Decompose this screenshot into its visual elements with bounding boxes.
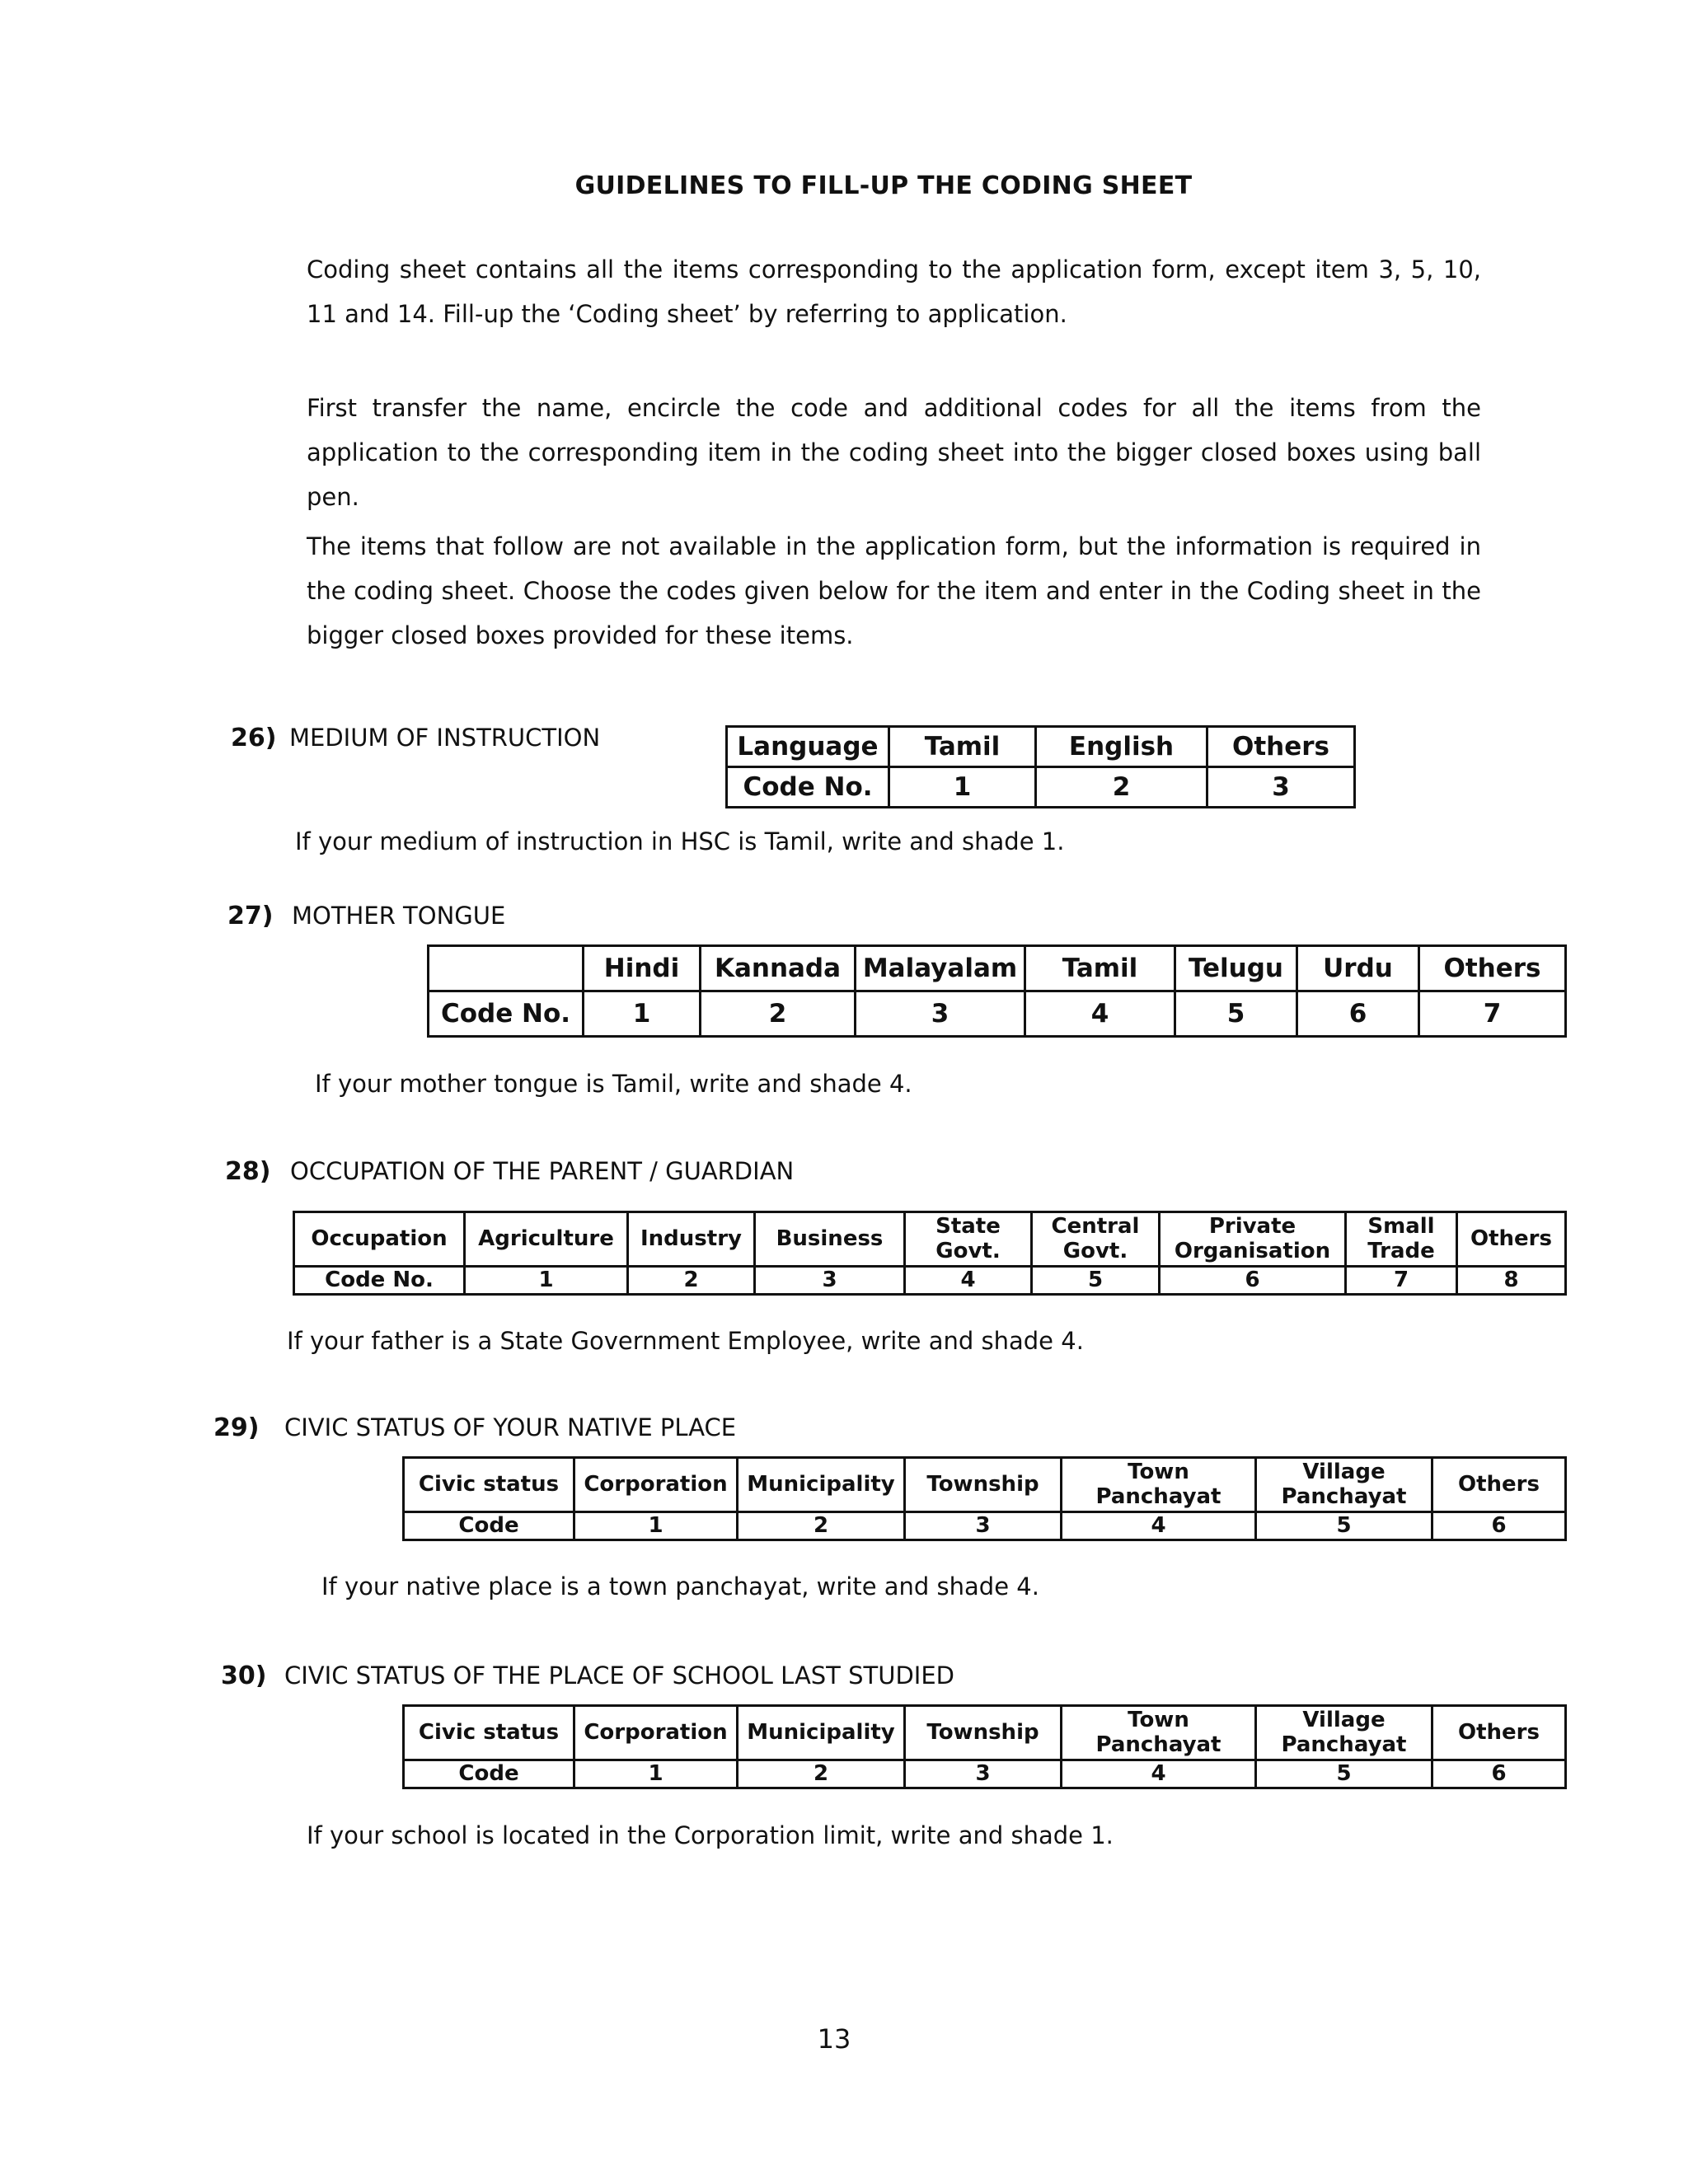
table-cell: Others [1432,1706,1566,1760]
table-cell: 5 [1032,1267,1160,1295]
intro-paragraph-2: First transfer the name, encircle the code and additional codes for all the items from the application to the corresponding item in the coding sheet into the bigger closed boxes using ball pen. [307,394,1481,511]
table-cell: 6 [1432,1760,1566,1788]
table-cell: Hindi [584,946,701,991]
item-27-code-row [429,991,1566,1037]
table-cell: 6 [1432,1512,1566,1540]
item-27-note: If your mother tongue is Tamil, write and shade 4. [315,1070,912,1098]
table-cell: 4 [905,1267,1032,1295]
table-cell: 2 [701,991,856,1037]
table-cell: 4 [1062,1760,1256,1788]
table-cell: Corporation [574,1706,738,1760]
table-cell: Code No. [294,1267,465,1295]
item-29-code-row [404,1512,1566,1540]
table-cell: Central Govt. [1032,1212,1160,1267]
table-cell: 8 [1457,1267,1566,1295]
table-cell: Telugu [1175,946,1297,991]
item-30-code-row [404,1760,1566,1788]
table-cell: Municipality [738,1458,905,1512]
table-cell: 2 [738,1512,905,1540]
table-cell: Municipality [738,1706,905,1760]
table-cell: Others [1419,946,1566,991]
table-cell: Code No. [727,767,889,808]
table-cell: Township [905,1706,1062,1760]
page-heading: GUIDELINES TO FILL-UP THE CODING SHEET [574,171,1193,200]
table-cell: English [1036,727,1207,767]
table-cell: Business [755,1212,905,1267]
table-cell: Code No. [429,991,584,1037]
item-27-header-row [429,946,1566,991]
table-cell: Occupation [294,1212,465,1267]
table-cell: 5 [1256,1512,1432,1540]
table-cell: 4 [1025,991,1175,1037]
intro-paragraph-3: The items that follow are not available in the application form, but the information is required in the coding sheet. Choose the codes given below for the item and enter in the Coding sheet in the bigger closed boxes provided for these items. [307,532,1481,649]
item-28-title: OCCUPATION OF THE PARENT / GUARDIAN [290,1157,795,1185]
table-cell: Civic status [404,1706,574,1760]
table-cell [429,946,584,991]
table-cell: Private Organisation [1160,1212,1346,1267]
table-cell: Others [1432,1458,1566,1512]
table-cell: Town Panchayat [1062,1458,1256,1512]
item-30-title: CIVIC STATUS OF THE PLACE OF SCHOOL LAST STUDIED [284,1661,955,1690]
intro-paragraph-1: Coding sheet contains all the items corresponding to the application form, except item 3, 5, 10, 11 and 14. Fill-up the ‘Coding sheet’ by referring to application. [307,255,1481,328]
item-29-code-table [402,1456,1567,1541]
table-cell: 3 [905,1760,1062,1788]
table-cell: 6 [1160,1267,1346,1295]
table-cell: 6 [1297,991,1419,1037]
item-26-code-table [725,725,1356,808]
item-30-note: If your school is located in the Corporation limit, write and shade 1. [307,1821,1114,1849]
item-27-code-table [427,944,1567,1038]
table-cell: 2 [628,1267,755,1295]
table-cell: Code [404,1760,574,1788]
table-cell: Agriculture [465,1212,628,1267]
page-number: 13 [817,2023,851,2055]
item-26-note: If your medium of instruction in HSC is Tamil, write and shade 1. [295,827,1065,855]
table-cell: 1 [574,1512,738,1540]
table-cell: Village Panchayat [1256,1458,1432,1512]
table-cell: 1 [584,991,701,1037]
item-28-code-table [293,1211,1567,1296]
table-cell: Town Panchayat [1062,1706,1256,1760]
table-cell: 7 [1346,1267,1457,1295]
item-28-number: 28) [225,1157,271,1186]
table-cell: State Govt. [905,1212,1032,1267]
item-29-title: CIVIC STATUS OF YOUR NATIVE PLACE [284,1413,737,1441]
item-28-code-row [294,1267,1566,1295]
table-cell: 7 [1419,991,1566,1037]
table-cell: Others [1207,727,1355,767]
table-cell: 3 [856,991,1025,1037]
item-30-code-table [402,1704,1567,1789]
table-cell: 1 [465,1267,628,1295]
table-cell: 2 [738,1760,905,1788]
table-cell: 2 [1036,767,1207,808]
table-cell: Tamil [889,727,1036,767]
table-cell: Civic status [404,1458,574,1512]
item-29-number: 29) [213,1413,260,1442]
table-cell: Malayalam [856,946,1025,991]
item-26-number: 26) [231,724,277,752]
table-cell: Township [905,1458,1062,1512]
table-cell: Industry [628,1212,755,1267]
item-27-title: MOTHER TONGUE [292,902,506,930]
item-28-header-row [294,1212,1566,1267]
table-cell: Urdu [1297,946,1419,991]
table-cell: Small Trade [1346,1212,1457,1267]
item-29-note: If your native place is a town panchayat, write and shade 4. [321,1572,1039,1601]
item-26-title: MEDIUM OF INSTRUCTION [289,724,601,752]
table-cell: 1 [889,767,1036,808]
table-cell: Tamil [1025,946,1175,991]
table-cell: Language [727,727,889,767]
item-29-header-row [404,1458,1566,1512]
item-27-number: 27) [227,902,274,930]
table-cell: 3 [1207,767,1355,808]
item-28-note: If your father is a State Government Employee, write and shade 4. [287,1327,1084,1355]
table-cell: Corporation [574,1458,738,1512]
table-cell: Kannada [701,946,856,991]
item-30-header-row [404,1706,1566,1760]
table-cell: 1 [574,1760,738,1788]
table-cell: 4 [1062,1512,1256,1540]
item-26-header-row [727,727,1355,767]
table-cell: Others [1457,1212,1566,1267]
table-cell: Code [404,1512,574,1540]
table-cell: 5 [1175,991,1297,1037]
table-cell: 5 [1256,1760,1432,1788]
table-cell: 3 [755,1267,905,1295]
item-30-number: 30) [221,1661,267,1690]
table-cell: Village Panchayat [1256,1706,1432,1760]
item-26-code-row [727,767,1355,808]
table-cell: 3 [905,1512,1062,1540]
